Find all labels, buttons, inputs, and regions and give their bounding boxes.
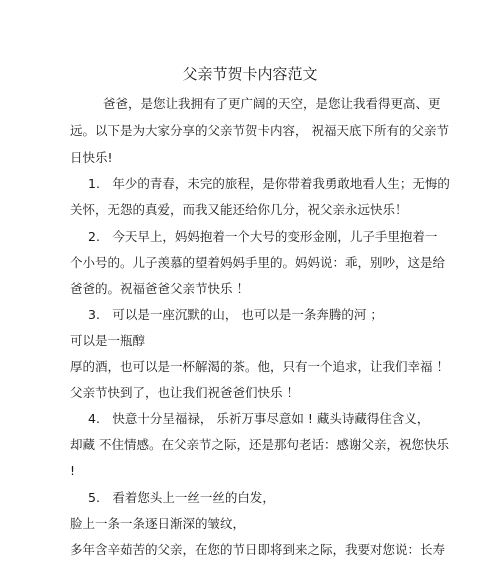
- paragraph-line: 5. 看着您头上一丝一丝的白发，: [88, 490, 275, 505]
- paragraph-line: 1. 年少的青春，未完的旅程，是你带着我勇敢地看人生；无悔的: [88, 176, 450, 191]
- paragraph-line: 父亲节快到了，也让我们祝爸爸们快乐 ！: [70, 385, 299, 400]
- paragraph-line: 4. 快意十分呈福禄， 乐祈万事尽意如 ! 藏头诗藏得住含义，: [88, 411, 430, 426]
- paragraph-line: 多年含辛茹苦的父亲，在您的节日即将到来之际，我要对您说：长寿: [70, 542, 446, 557]
- paragraph-line: 可以是一瓶醇: [70, 333, 146, 348]
- paragraph-line: !: [70, 463, 76, 478]
- paragraph-line: 爸爸，是您让我拥有了更广阔的天空，是您让我看得更高、更: [103, 96, 441, 111]
- paragraph-line: 脸上一条一条逐日渐深的皱纹，: [70, 516, 246, 531]
- paragraph-line: 厚的酒，也可以是一杯解渴的茶。他，只有一个追求，让我们幸福 ！: [70, 359, 449, 374]
- paragraph-line: 日快乐!: [70, 150, 113, 165]
- paragraph-line: 2. 今天早上，妈妈抱着一个大号的变形金刚，儿子手里抱着一: [88, 229, 438, 244]
- paragraph-line: 个小号的。儿子羡慕的望着妈妈手里的。妈妈说：乖，别吵，这是给: [70, 255, 446, 270]
- paragraph-line: 爸爸的。祝福爸爸父亲节快乐 ！: [70, 281, 249, 296]
- paragraph-line: 却藏 不住情感。在父亲节之际，还是那句老话：感谢父亲，祝您快乐: [70, 437, 449, 452]
- paragraph-line: 关怀，无怨的真爱，而我又能还给你几分，祝父亲永远快乐！: [70, 202, 408, 217]
- document-title: 父亲节贺卡内容范文: [182, 65, 318, 83]
- paragraph-line: 3. 可以是一座沉默的山， 也可以是一条奔腾的河 ；: [88, 307, 383, 322]
- paragraph-line: 远。以下是为大家分享的父亲节贺卡内容， 祝福天底下所有的父亲节: [70, 123, 449, 138]
